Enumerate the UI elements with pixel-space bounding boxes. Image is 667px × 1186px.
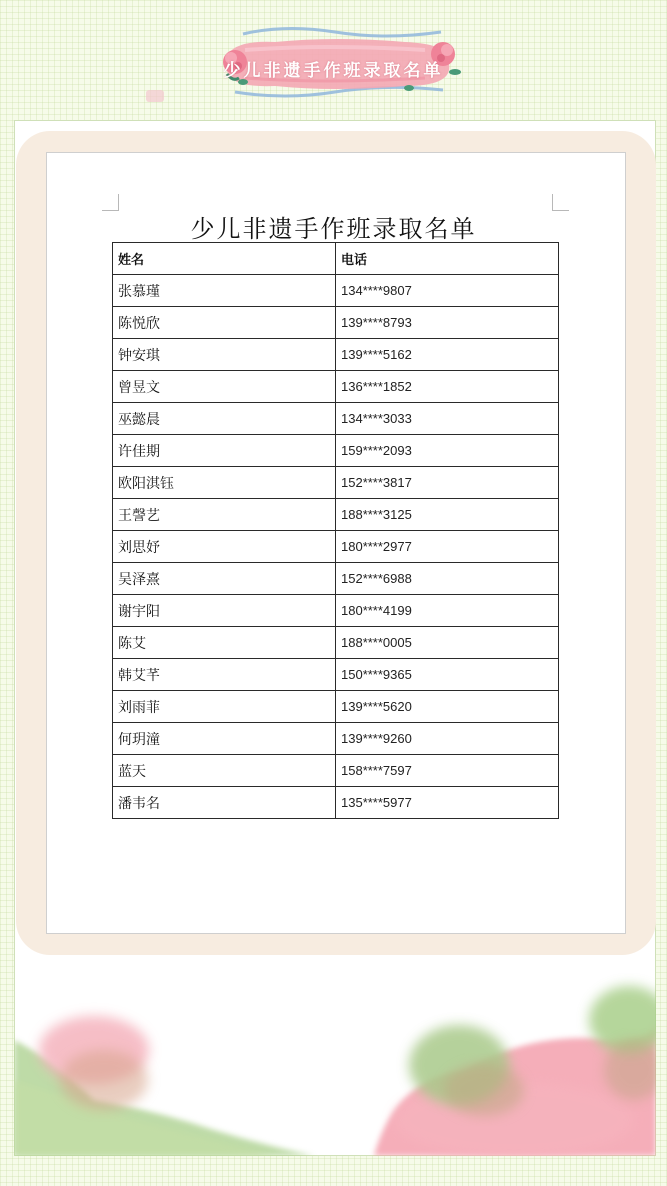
- student-name-cell: 吴泽熹: [113, 563, 336, 595]
- student-name-cell: 钟安琪: [113, 339, 336, 371]
- student-phone-cell: 135****5977: [336, 787, 559, 819]
- student-name-cell: 韩艾芊: [113, 659, 336, 691]
- table-row: [113, 371, 559, 403]
- table-row: [113, 627, 559, 659]
- table-row: [113, 307, 559, 339]
- table-row: [113, 339, 559, 371]
- student-phone-cell: 180****4199: [336, 595, 559, 627]
- student-name-cell: 谢宇阳: [113, 595, 336, 627]
- student-name-cell: 曾昱文: [113, 371, 336, 403]
- student-phone-cell: 139****9260: [336, 723, 559, 755]
- student-name-cell: 何玥潼: [113, 723, 336, 755]
- column-header-phone: 电话: [336, 243, 559, 275]
- student-name-cell: 欧阳淇钰: [113, 467, 336, 499]
- student-phone-cell: 188****0005: [336, 627, 559, 659]
- admission-table: [112, 242, 559, 819]
- student-name-cell: 刘思妤: [113, 531, 336, 563]
- table-row: [113, 275, 559, 307]
- student-phone-cell: 180****2977: [336, 531, 559, 563]
- student-phone-cell: 152****6988: [336, 563, 559, 595]
- student-phone-cell: 134****9807: [336, 275, 559, 307]
- table-row: [113, 755, 559, 787]
- student-phone-cell: 158****7597: [336, 755, 559, 787]
- table-row: [113, 723, 559, 755]
- student-name-cell: 陈悦欣: [113, 307, 336, 339]
- table-row: [113, 691, 559, 723]
- table-body: [113, 275, 559, 819]
- student-name-cell: 蓝天: [113, 755, 336, 787]
- student-name-cell: 张慕瑾: [113, 275, 336, 307]
- header-title: 少儿非遗手作班录取名单: [223, 61, 444, 81]
- table-row: [113, 531, 559, 563]
- student-phone-cell: 134****3033: [336, 403, 559, 435]
- document-title: 少儿非遗手作班录取名单: [190, 215, 477, 243]
- table-row: [113, 563, 559, 595]
- student-name-cell: 许佳期: [113, 435, 336, 467]
- student-phone-cell: 152****3817: [336, 467, 559, 499]
- column-header-name: 姓名: [113, 243, 336, 275]
- table-row: [113, 659, 559, 691]
- student-name-cell: 巫懿晨: [113, 403, 336, 435]
- student-phone-cell: 136****1852: [336, 371, 559, 403]
- student-phone-cell: 188****3125: [336, 499, 559, 531]
- table-header-row: [113, 243, 559, 275]
- table-row: [113, 499, 559, 531]
- table-row: [113, 787, 559, 819]
- table-row: [113, 403, 559, 435]
- table-row: [113, 467, 559, 499]
- table-row: [113, 595, 559, 627]
- paint-smudge: [146, 90, 164, 102]
- student-phone-cell: 139****5620: [336, 691, 559, 723]
- student-phone-cell: 150****9365: [336, 659, 559, 691]
- student-phone-cell: 159****2093: [336, 435, 559, 467]
- student-name-cell: 刘雨菲: [113, 691, 336, 723]
- student-phone-cell: 139****8793: [336, 307, 559, 339]
- student-name-cell: 王謦艺: [113, 499, 336, 531]
- table-row: [113, 435, 559, 467]
- student-name-cell: 潘韦名: [113, 787, 336, 819]
- student-name-cell: 陈艾: [113, 627, 336, 659]
- student-phone-cell: 139****5162: [336, 339, 559, 371]
- watercolor-decoration: [14, 960, 656, 1156]
